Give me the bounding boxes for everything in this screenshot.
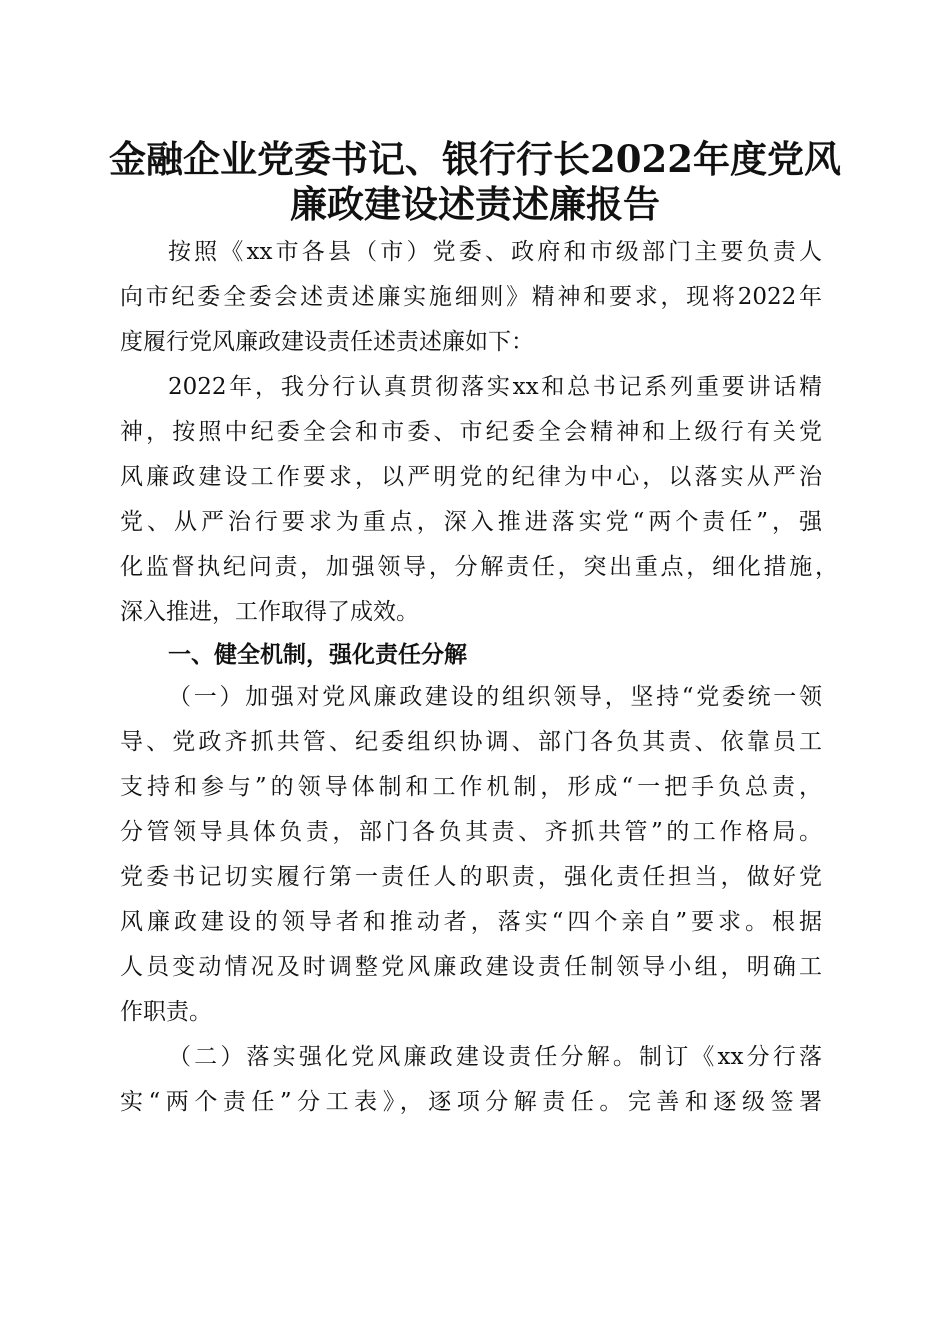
paragraph-section-1-1-line: 导、党政齐抓共管、纪委组织协调、部门各负其责、依靠员工 [120, 729, 822, 755]
paragraph-section-1-1-line: 风廉政建设的领导者和推动者，落实“四个亲自”要求。根据 [120, 909, 822, 935]
paragraph-section-1-1-line: （一）加强对党风廉政建设的组织领导，坚持“党委统一领 [168, 684, 822, 710]
section-heading-1: 一、健全机制，强化责任分解 [168, 642, 467, 668]
paragraph-section-1-1-line: 人员变动情况及时调整党风廉政建设责任制领导小组，明确工 [120, 954, 822, 980]
paragraph-summary-line: 党、从严治行要求为重点，深入推进落实党“两个责任”，强 [120, 509, 822, 535]
paragraph-summary-line: 2022年，我分行认真贯彻落实xx和总书记系列重要讲话精 [168, 374, 822, 400]
paragraph-intro-line: 按照《xx市各县（市）党委、政府和市级部门主要负责人 [168, 239, 822, 265]
paragraph-summary-line: 深入推进，工作取得了成效。 [120, 599, 419, 625]
paragraph-summary-line: 神，按照中纪委全会和市委、市纪委全会精神和上级行有关党 [120, 419, 822, 445]
paragraph-section-1-2-line: （二）落实强化党风廉政建设责任分解。制订《xx分行落 [168, 1044, 822, 1070]
paragraph-section-1-1-line: 支持和参与”的领导体制和工作机制，形成“一把手负总责， [120, 774, 822, 800]
paragraph-section-1-2-line: 实“两个责任”分工表》，逐项分解责任。完善和逐级签署 [120, 1089, 822, 1115]
paragraph-section-1-1-line: 党委书记切实履行第一责任人的职责，强化责任担当，做好党 [120, 864, 822, 890]
paragraph-section-1-1-line: 作职责。 [120, 999, 212, 1025]
paragraph-section-1-1-line: 分管领导具体负责，部门各负其责、齐抓共管”的工作格局。 [120, 819, 822, 845]
paragraph-summary-line: 化监督执纪问责，加强领导，分解责任，突出重点，细化措施， [120, 554, 838, 580]
paragraph-intro-line: 向市纪委全委会述责述廉实施细则》精神和要求，现将2022年 [120, 284, 822, 310]
paragraph-summary-line: 风廉政建设工作要求，以严明党的纪律为中心，以落实从严治 [120, 464, 822, 490]
document-title-line-2: 廉政建设述责述廉报告 [290, 182, 660, 226]
paragraph-intro-line: 度履行党风廉政建设责任述责述廉如下： [120, 329, 534, 355]
document-title-line-1: 金融企业党委书记、银行行长2022年度党风 [109, 137, 841, 181]
